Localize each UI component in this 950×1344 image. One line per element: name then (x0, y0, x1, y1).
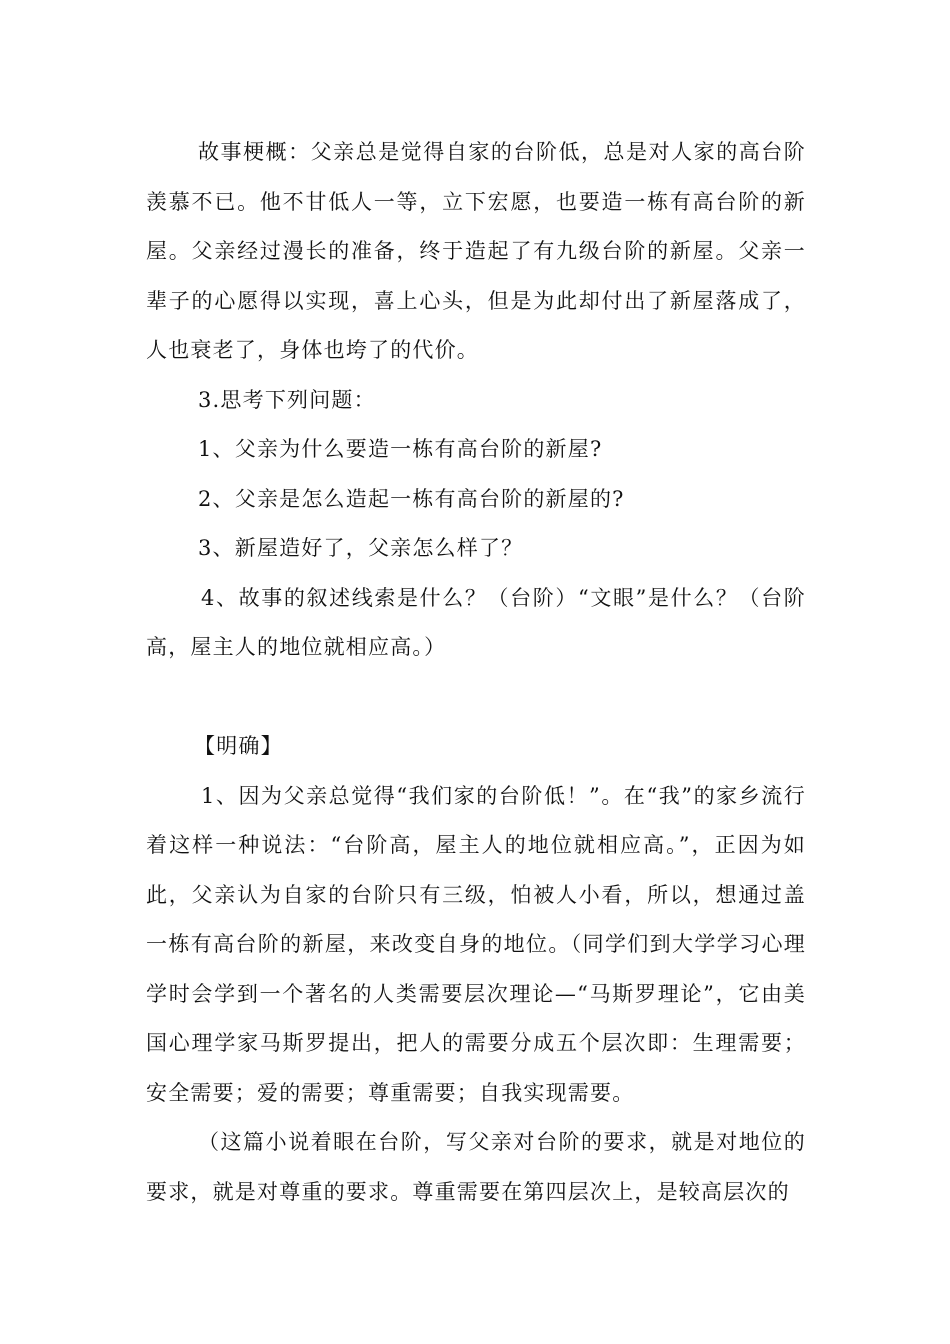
question-1: 1、父亲为什么要造一栋有高台阶的新屋? (198, 437, 603, 461)
question-4: 4、故事的叙述线索是什么？（台阶）“文眼”是什么？（台阶高，屋主人的地位就相应高。） (146, 585, 806, 659)
story-summary-paragraph: 故事梗概：父亲总是觉得自家的台阶低，总是对人家的高台阶羡慕不已。他不甘低人一等，立下宏愿，也要造一栋有高台阶的新屋。父亲经过漫长的准备，终于造起了有九级台阶的新屋。父亲一辈子的心愿得以实现，喜上心头，但是为此却付出了新屋落成了，人也衰老了，身体也垮了的代价。 (146, 140, 806, 362)
answer-paragraph-1: 1、因为父亲总觉得“我们家的台阶低！”。在“我”的家乡流行着这样一种说法：“台阶高，屋主人的地位就相应高。”，正因为如此，父亲认为自家的台阶只有三级，怕被人小看，所以，想通过盖一栋有高台阶的新屋，来改变自身的地位。（同学们到大学学习心理学时会学到一个著名的人类需要层次理论—“马斯罗理论”，它由美国心理学家马斯罗提出，把人的需要分成五个层次即：生理需要；安全需要；爱的需要；尊重需要；自我实现需要。 (146, 783, 806, 1105)
answer-heading: 【明确】 (194, 734, 283, 758)
paragraph-gap (146, 673, 806, 723)
document-page (146, 128, 806, 1217)
questions-title: 3.思考下列问题： (198, 387, 376, 412)
answer-paragraph-2: （这篇小说着眼在台阶，写父亲对台阶的要求，就是对地位的要求，就是对尊重的要求。尊重需要在第四层次上，是较高层次的 (146, 1130, 806, 1204)
question-3: 3、新屋造好了，父亲怎么样了？ (198, 536, 524, 560)
question-2: 2、父亲是怎么造起一栋有高台阶的新屋的? (198, 486, 625, 511)
